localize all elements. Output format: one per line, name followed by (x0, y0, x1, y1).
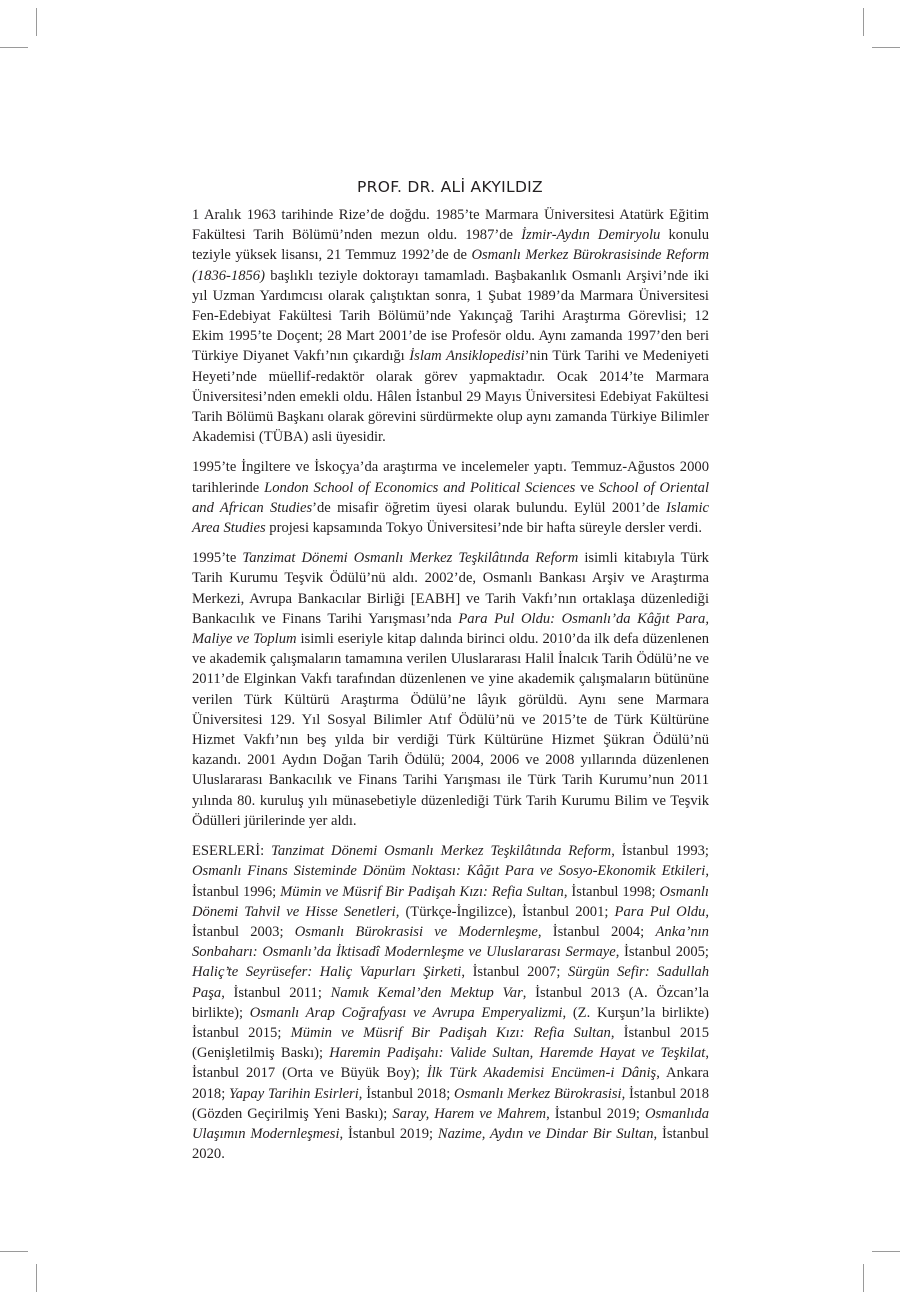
italic-title: School of Oriental and African Studies (192, 479, 710, 516)
text-run: , (Z. Kurşun’la birlikte) İstanbul 2015; (192, 1004, 710, 1041)
text-run: 1 Aralık 1963 tarihinde Rize’de doğdu. 1985’te Marmara Üniversitesi Atatürk Eğitim Fakültesi Tarih Bölümü’nden mezun oldu. 1987’de (192, 207, 709, 244)
text-run: , İstanbul 2015 (Genişletilmiş Baskı); (192, 1024, 710, 1062)
crop-mark-bottom-left (36, 1264, 37, 1292)
italic-title: Anka’nın Sonbaharı: Osmanlı’da İktisadî Modernleşme ve Uluslararası Sermaye (192, 923, 709, 961)
text-run: , İstanbul 2004; (537, 923, 656, 940)
text-run: , Ankara 2018; (192, 1065, 709, 1102)
text-run: , İstanbul 2005; (615, 944, 709, 961)
crop-mark-bottom-right (872, 1251, 900, 1252)
crop-mark-bottom-left (0, 1251, 28, 1252)
text-run: , İstanbul 2007; (461, 964, 568, 981)
text-run: , İstanbul 2017 (Orta ve Büyük Boy); (192, 1045, 709, 1082)
research-visits-paragraph (192, 457, 709, 538)
text-run: , İstanbul 2018 (Gözden Geçirilmiş Yeni Baskı); (192, 1085, 710, 1122)
text-run: , İstanbul 1996; (192, 863, 709, 900)
text-run: , İstanbul 1998; (563, 883, 660, 900)
italic-title: İlk Türk Akademisi Encümen-i Dâniş (426, 1065, 657, 1082)
italic-title: Namık Kemal’den Mektup Var (330, 984, 523, 1001)
italic-title: Sürgün Sefir: Sadullah Paşa (192, 964, 710, 1001)
italic-title: Osmanlı Dönemi Tahvil ve Hisse Senetleri, (192, 883, 709, 920)
text-run: , İstanbul 2003; (192, 903, 709, 940)
italic-title: İzmir-Aydın Demiryolu (521, 227, 661, 244)
text-run: başlıklı teziyle doktorayı tamamladı. Başbakanlık Osmanlı Arşivi’nde iki yıl Uzman Yardımcısı olarak çalıştıktan sonra, 1 Şubat 1989’da Marmara Üniversitesi Fen-Edebiyat Fakültesi Tarih Bölümü’nde Yakınçağ Tarihi Araştırma Görevlisi; 12 Ekim 1995’te Doçent; 28 Mart 2001’de ise Profesör oldu. Aynı zamanda 1997’den beri Türkiye Diyanet Vakfı’nın çıkardığı (192, 267, 709, 365)
italic-title: Osmanlı Merkez Bürokrasisinde Reform (1836-1856) (192, 247, 709, 284)
page-title: PROF. DR. ALİ AKYILDIZ (357, 178, 543, 196)
italic-title: Osmanlı Bürokrasisi ve Modernleşme (294, 923, 538, 940)
crop-mark-top-right (863, 8, 864, 36)
italic-title: Para Pul Oldu: Osmanlı’da Kâğıt Para, Maliye ve Toplum (192, 610, 710, 648)
italic-title: Osmanlı Merkez Bürokrasisi (454, 1085, 622, 1102)
italic-title: Mümin ve Müsrif Bir Padişah Kızı: Refia Sultan (290, 1024, 611, 1041)
italic-title: Osmanlıda Ulaşımın Modernleşmesi (192, 1105, 710, 1142)
text-run: 1995’te (192, 550, 243, 567)
italic-title: Para Pul Oldu (614, 903, 706, 920)
text-run: projesi kapsamında Tokyo Üniversitesi’nde bir hafta süreyle dersler verdi. (265, 520, 703, 537)
italic-title: Mümin ve Müsrif Bir Padişah Kızı: Refia Sultan (280, 883, 564, 900)
text-run: , İstanbul 2018; (358, 1085, 455, 1102)
italic-title: Saray, Harem ve Mahrem (392, 1105, 547, 1122)
italic-title: Osmanlı Arap Coğrafyası ve Avrupa Emperyalizmi (249, 1004, 563, 1021)
italic-title: Tanzimat Dönemi Osmanlı Merkez Teşkilâtında Reform (242, 550, 579, 567)
text-run: 1995’te İngiltere ve İskoçya’da araştırma ve incelemeler yaptı. Temmuz-Ağustos 2000 tarihlerinde (192, 459, 709, 496)
italic-title: London School of Economics and Political Sciences (264, 479, 576, 496)
text-run: ESERLERİ: (192, 843, 272, 860)
italic-title: Yapay Tarihin Esirleri (229, 1085, 359, 1102)
italic-title: Islamic Area Studies (192, 499, 709, 537)
text-run: isimli kitabıyla Türk Tarih Kurumu Teşvik Ödülü’nü aldı. 2002’de, Osmanlı Bankası Arşiv ve Araştırma Merkezi, Avrupa Bankacılar Birliği [EABH] ve Tarih Vakfı’nın ortaklaşa düzenlediği Bankacılık ve Finans Tarihi Yarışması’nda (192, 550, 709, 627)
text-run: ve (575, 479, 599, 496)
works-paragraph (192, 841, 709, 1164)
crop-mark-top-left (0, 47, 28, 48)
text-run: ’de misafir öğretim üyesi olarak bulundu. Eylül 2001’de (312, 499, 667, 516)
text-run: (Türkçe-İngilizce), İstanbul 2001; (399, 903, 615, 920)
text-run: , İstanbul 2011; (221, 984, 331, 1001)
text-run: , İstanbul 2019; (546, 1105, 645, 1122)
italic-title: Haliç’te Seyrüsefer: Haliç Vapurları Şirketi (192, 964, 462, 981)
crop-mark-bottom-right (863, 1264, 864, 1292)
crop-mark-top-right (872, 47, 900, 48)
text-run: , İstanbul 2013 (A. Özcan’la birlikte); (192, 984, 710, 1021)
biography-paragraph (192, 205, 709, 447)
italic-title: Haremin Padişahı: Valide Sultan, Haremde Hayat ve Teşkilat (329, 1045, 706, 1062)
biography-body (192, 205, 709, 1174)
italic-title: Osmanlı Finans Sisteminde Dönüm Noktası: Kâğıt Para ve Sosyo-Ekonomik Etkileri (192, 863, 706, 880)
italic-title: Nazime, Aydın ve Dindar Bir Sultan (437, 1125, 654, 1142)
text-run: , İstanbul 2019; (339, 1125, 438, 1142)
italic-title: Tanzimat Dönemi Osmanlı Merkez Teşkilâtında Reform (271, 843, 612, 860)
text-run: isimli eseriyle kitap dalında birinci oldu. 2010’da ilk defa düzenlenen ve akademik çalışmaların tamamına verilen Uluslararası Halil İnalcık Tarih Ödülü’ne ve 2011’de Elginkan Vakfı tarafından düzenlenen ve yine akademik çalışmaların bütününe verilen Türk Kültürü Araştırma Ödülü’ne lâyık görüldü. Aynı sene Marmara Üniversitesi 129. Yıl Sosyal Bilimler Atıf Ödülü’nü ve 2015’te de Türk Kültürüne Hizmet Vakfı’nın beş yılda bir verdiği Türk Kültürüne Hizmet Şükran Ödülü’nü kazandı. 2001 Aydın Doğan Tarih Ödülü; 2004, 2006 ve 2008 yıllarında düzenlenen Uluslararası Bankacılık ve Finans Tarihi Yarışması ile Türk Tarih Kurumu’nun 2011 yılında 80. kuruluş yılı münasebetiyle düzenlediği Türk Tarih Kurumu Bilim ve Teşvik Ödülleri jürilerinde yer aldı. (192, 631, 709, 829)
text-run: konulu teziyle yüksek lisansı, 21 Temmuz 1992’de de (192, 227, 710, 264)
text-run: ’nin Türk Tarihi ve Medeniyeti Heyeti’nde müellif-redaktör olarak görev yapmaktadır. Ocak 2014’te Marmara Üniversitesi’nden emekli oldu. Hâlen İstanbul 29 Mayıs Üniversitesi Edebiyat Fakültesi Tarih Bölümü Başkanı olarak görevini sürdürmekte olup aynı zamanda Türkiye Bilimler Akademisi (TÜBA) asli üyesidir. (192, 348, 709, 446)
crop-mark-top-left (36, 8, 37, 36)
awards-paragraph (192, 548, 709, 831)
text-run: , İstanbul 1993; (611, 843, 709, 860)
text-run: , İstanbul 2020. (192, 1125, 709, 1163)
italic-title: İslam Ansiklopedisi (409, 348, 525, 365)
